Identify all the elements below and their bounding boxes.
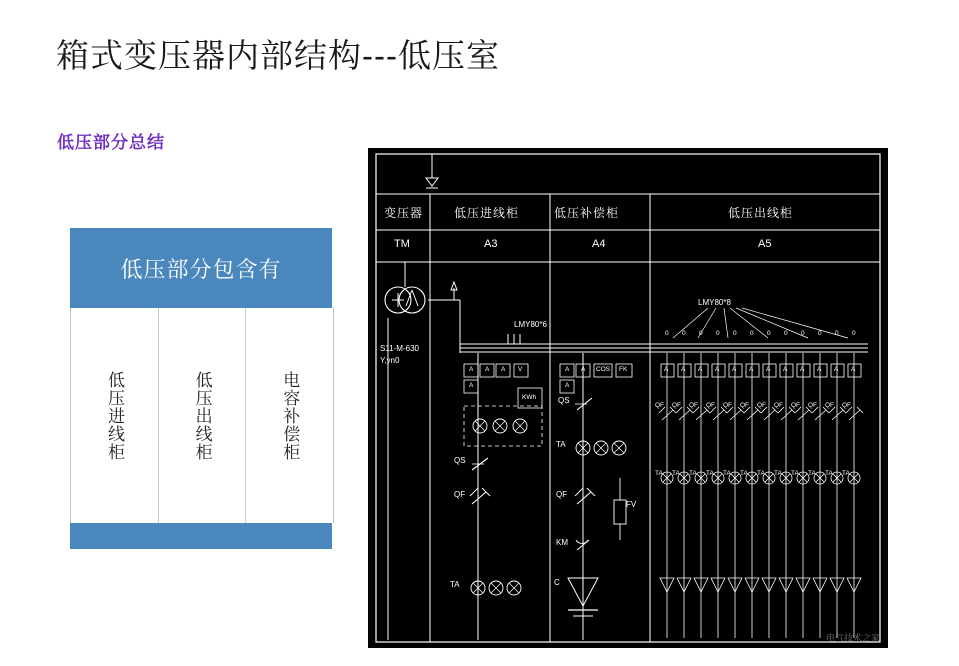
outgoing-qf-2: QF [672,402,682,409]
compensation-km-label: KM [556,538,568,547]
compensation-ta-label: TA [556,440,566,449]
outgoing-ta-11: TA [825,470,833,477]
schematic-code-tm: TM [394,238,410,250]
outgoing-qf-12: QF [842,402,852,409]
compensation-meter-fk: FK [619,366,628,373]
page-title: 箱式变压器内部结构---低压室 [56,37,500,74]
schematic-diagram [368,148,888,648]
compensation-qs-label: QS [558,396,570,405]
outgoing-number-10: 0 [818,330,822,337]
outgoing-meter-7: A [766,366,771,373]
incoming-qf-label: QF [454,490,466,499]
outgoing-number-1: 0 [665,330,669,337]
incoming-ta-label: TA [450,580,460,589]
outgoing-ta-12: TA [842,470,850,477]
outgoing-number-11: 0 [835,330,839,337]
watermark: 电气技术之家 [825,633,880,643]
compensation-qf-label: QF [556,490,568,499]
outgoing-qf-3: QF [689,402,699,409]
summary-col-outgoing-label: 低压出线柜 [192,370,212,461]
compensation-meter-a1: A [565,366,570,373]
schematic-header-transformer: 变压器 [384,206,424,220]
outgoing-ta-5: TA [723,470,731,477]
outgoing-qf-4: QF [706,402,716,409]
schematic-header-incoming: 低压进线柜 [454,206,520,220]
incoming-meter-a1: A [469,366,474,373]
outgoing-qf-7: QF [757,402,767,409]
summary-col-capacitor-label: 电容补偿柜 [280,370,300,461]
outgoing-number-3: 0 [699,330,703,337]
incoming-qs-label: QS [454,456,466,465]
outgoing-meter-3: A [698,366,703,373]
outgoing-ta-7: TA [757,470,765,477]
outgoing-meter-4: A [715,366,720,373]
summary-col-outgoing [159,308,247,523]
outgoing-number-5: 0 [733,330,737,337]
summary-col-incoming-label: 低压进线柜 [104,370,124,461]
summary-col-incoming [71,308,159,523]
summary-col-capacitor [246,308,333,523]
outgoing-meter-11: A [834,366,839,373]
outgoing-qf-11: QF [825,402,835,409]
compensation-meter-cos: COS [596,366,611,373]
outgoing-ta-10: TA [808,470,816,477]
busbar-label-right: LMY80*8 [698,298,731,307]
outgoing-qf-1: QF [655,402,665,409]
outgoing-meter-10: A [817,366,822,373]
outgoing-number-8: 0 [784,330,788,337]
summary-card-header: 低压部分包含有 [70,228,332,308]
schematic-svg [368,148,888,648]
schematic-canvas [368,148,888,648]
transformer-model-label: S11-M-630 [380,344,419,353]
outgoing-number-2: 0 [682,330,686,337]
outgoing-meter-6: A [749,366,754,373]
incoming-meter-v: V [518,366,523,373]
outgoing-number-9: 0 [801,330,805,337]
incoming-meter-a3: A [501,366,506,373]
outgoing-meter-12: A [851,366,856,373]
outgoing-qf-5: QF [723,402,733,409]
transformer-vector-label: Y,yn0 [380,356,400,365]
incoming-meter-kwh: KWh [522,394,537,401]
outgoing-meter-5: A [732,366,737,373]
outgoing-qf-8: QF [774,402,784,409]
outgoing-meter-1: A [664,366,669,373]
summary-card-body [70,308,334,523]
summary-card-footer [70,523,332,549]
outgoing-meter-2: A [681,366,686,373]
outgoing-number-6: 0 [750,330,754,337]
compensation-c-label: C [554,578,560,587]
outgoing-number-7: 0 [767,330,771,337]
compensation-meter-a2: A [581,366,586,373]
outgoing-qf-9: QF [791,402,801,409]
outgoing-number-12: 0 [852,330,856,337]
outgoing-ta-6: TA [740,470,748,477]
schematic-code-a3: A3 [484,238,498,250]
schematic-header-outgoing: 低压出线柜 [728,206,794,220]
outgoing-meter-9: A [800,366,805,373]
outgoing-ta-1: TA [655,470,663,477]
outgoing-ta-3: TA [689,470,697,477]
schematic-code-a5: A5 [758,238,772,250]
outgoing-number-4: 0 [716,330,720,337]
summary-card [70,228,332,558]
outgoing-ta-8: TA [774,470,782,477]
outgoing-ta-2: TA [672,470,680,477]
schematic-code-a4: A4 [592,238,606,250]
incoming-meter-a2: A [485,366,490,373]
outgoing-qf-10: QF [808,402,818,409]
compensation-meter-a3: A [565,382,570,389]
section-subtitle: 低压部分总结 [57,133,165,152]
incoming-meter-a4: A [469,382,474,389]
busbar-label-left: LMY80*6 [514,320,547,329]
outgoing-qf-6: QF [740,402,750,409]
schematic-header-compensation: 低压补偿柜 [554,206,620,220]
outgoing-ta-9: TA [791,470,799,477]
outgoing-ta-4: TA [706,470,714,477]
compensation-fv-label: FV [626,500,637,509]
outgoing-meter-8: A [783,366,788,373]
